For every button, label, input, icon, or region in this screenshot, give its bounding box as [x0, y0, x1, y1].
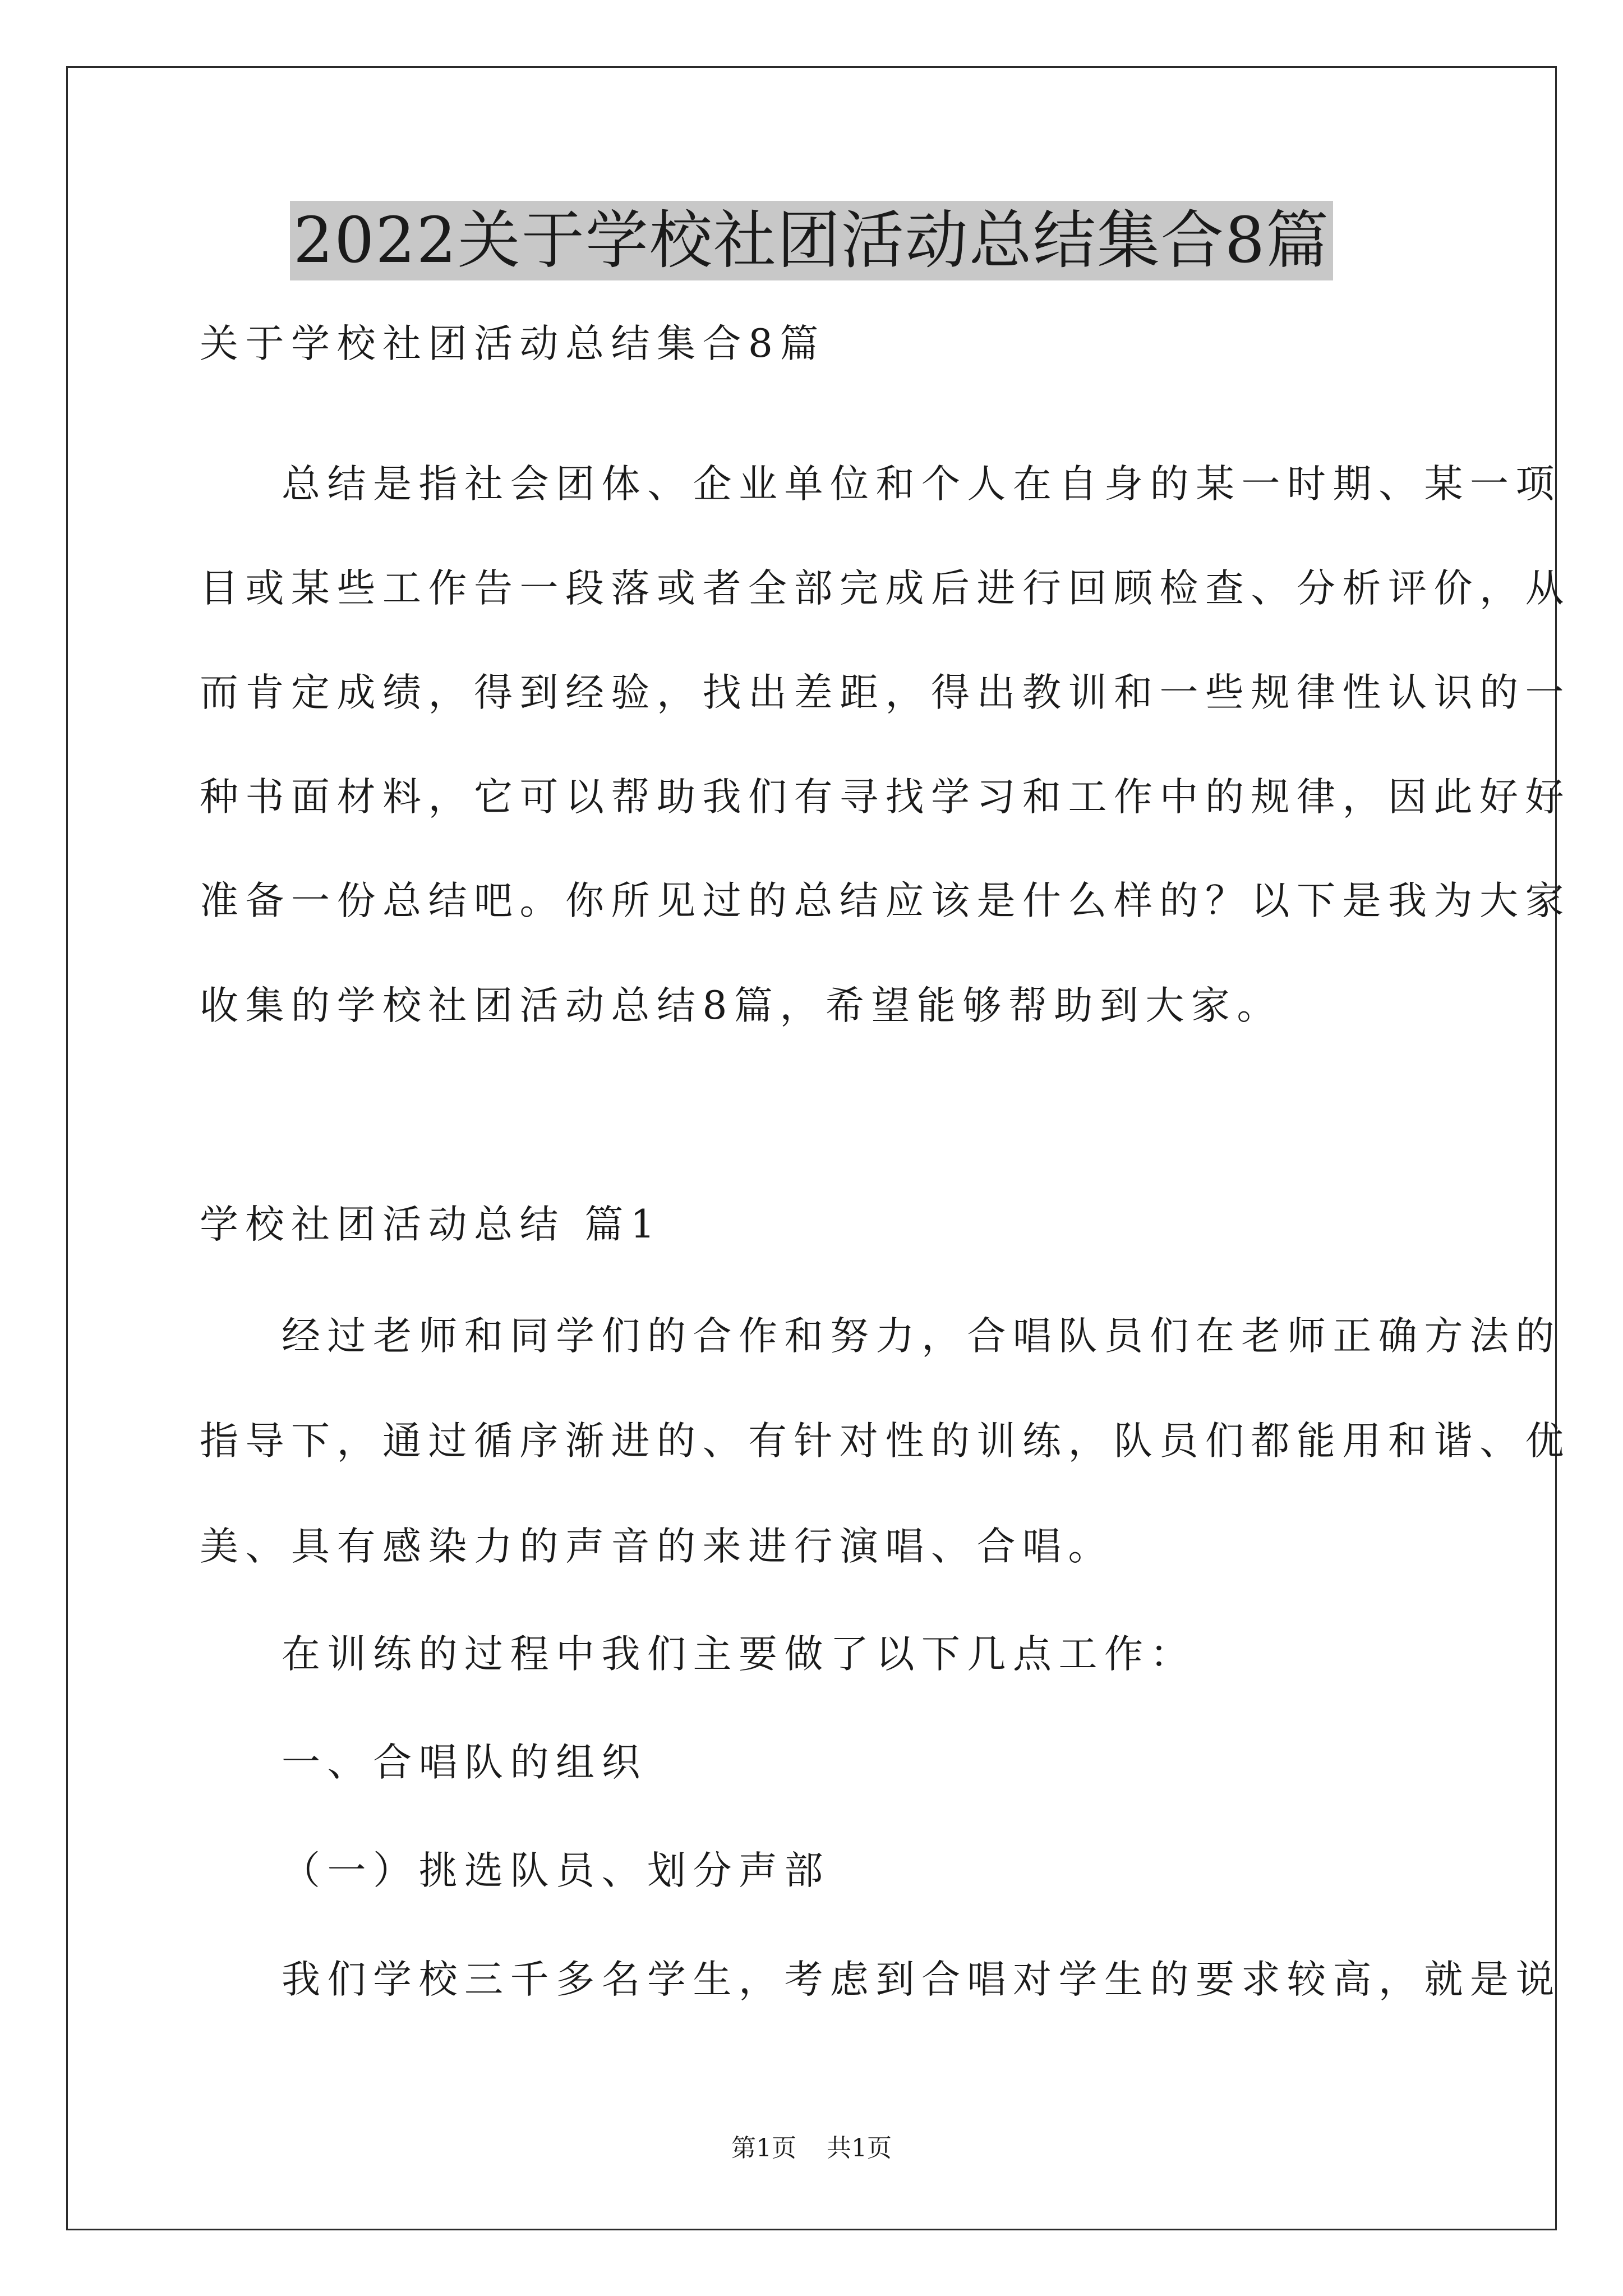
section-line-2: 指导下，通过循序渐进的、有针对性的训练，队员们都能用和谐、优 — [200, 1419, 1571, 1464]
document-title-container — [0, 201, 1623, 280]
section-heading: 学校社团活动总结 篇1 — [200, 1202, 662, 1247]
intro-line-5: 准备一份总结吧。你所见过的总结应该是什么样的？以下是我为大家 — [200, 878, 1571, 923]
document-title: 2022关于学校社团活动总结集合8篇 — [290, 201, 1333, 280]
page-total: 共1页 — [827, 2134, 892, 2162]
intro-line-6: 收集的学校社团活动总结8篇，希望能够帮助到大家。 — [200, 983, 1283, 1028]
page-footer — [0, 2132, 1623, 2165]
intro-line-2: 目或某些工作告一段落或者全部完成后进行回顾检查、分析评价，从 — [200, 566, 1571, 611]
section-line-6: （一）挑选队员、划分声部 — [282, 1848, 830, 1893]
intro-line-3: 而肯定成绩，得到经验，找出差距，得出教训和一些规律性认识的一 — [200, 670, 1571, 715]
section-line-7: 我们学校三千多名学生，考虑到合唱对学生的要求较高，就是说 — [282, 1957, 1561, 2002]
document-subtitle: 关于学校社团活动总结集合8篇 — [200, 321, 826, 366]
section-line-3: 美、具有感染力的声音的来进行演唱、合唱。 — [200, 1524, 1114, 1569]
intro-line-1: 总结是指社会团体、企业单位和个人在自身的某一时期、某一项 — [282, 462, 1561, 507]
section-line-1: 经过老师和同学们的合作和努力，合唱队员们在老师正确方法的 — [282, 1314, 1561, 1359]
page-number: 第1页 — [731, 2134, 796, 2162]
section-line-5: 一、合唱队的组织 — [282, 1740, 647, 1785]
page-border — [66, 66, 1557, 2230]
section-line-4: 在训练的过程中我们主要做了以下几点工作： — [282, 1632, 1196, 1677]
intro-line-4: 种书面材料，它可以帮助我们有寻找学习和工作中的规律，因此好好 — [200, 775, 1571, 820]
